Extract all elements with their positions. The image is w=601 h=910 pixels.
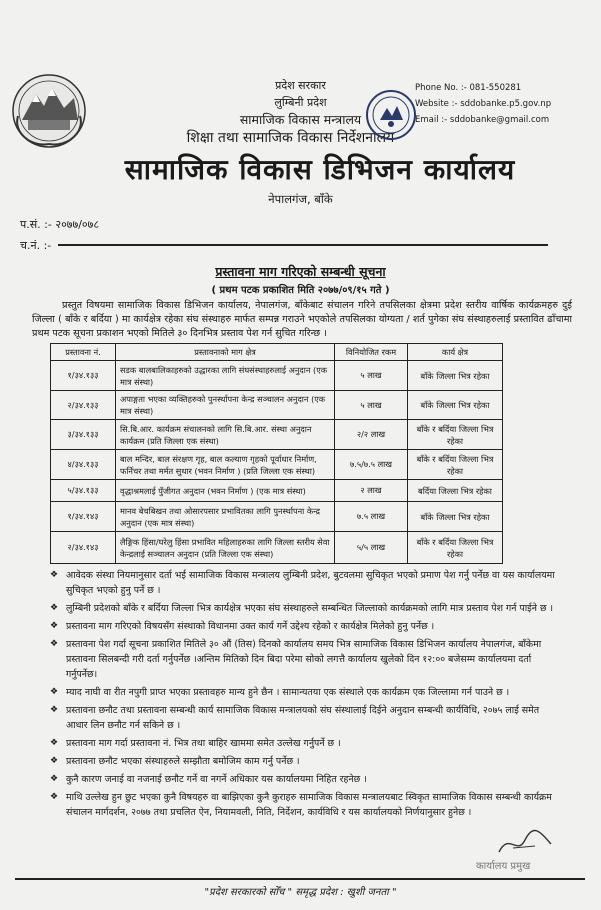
cell-region: बर्दिया जिल्ला भित्र रहेका — [408, 480, 503, 502]
cell-ref: १/३४.१४३ — [51, 502, 116, 532]
notice-intro: प्रस्तुत विषयमा सामाजिक विकास डिभिजन कार्यालय, नेपालगंज, बाँकेबाट संचालन गरिने तपसिलका क्षेत्रमा प्रदेश स्तरीय वार्षिक कार्यक्रमहरु दुई जिल्ला ( बाँके र बर्दिया ) मा कार्यक्षेत्र रहेका संघ संस्थाहरु मार्फत सम्पन्न गराउने भएकोले तपसिलका योग्यता / शर्त पुगेका संघ संस्थाहरुलाई प्रस्तावित ढाँचामा प्रथम पटक सूचना प्रकाशन भएको मितिले ३० दिनभित्र प्रस्ताव पेश गर्न सुचित गरिन्छ । — [32, 300, 572, 339]
cell-amount: ५ लाख — [335, 361, 408, 391]
header-line-3: सामाजिक विकास मन्त्रालय — [239, 112, 362, 127]
column-header-area: प्रस्तावनाको माग क्षेत्र — [116, 344, 335, 361]
cell-amount: ५/५ लाख — [335, 532, 408, 564]
cell-region: बाँके जिल्ला भित्र रहेका — [408, 502, 503, 532]
patra-number: प.सं. :- २०७७/०७८ — [20, 218, 100, 231]
table-row — [51, 361, 503, 391]
cell-area: मानव बेचबिखन तथा ओसारपसार प्रभावितका लागि पुनर्स्थापना केन्द्र अनुदान (एक मात्र संस्था) — [116, 502, 335, 532]
cell-area: सडक बालबालिकाहरुको उद्धारका लागि संघसंस्थाहरुलाई अनुदान (एक मात्र संस्था) — [116, 361, 335, 391]
cell-region: बाँके र बर्दिया जिल्ला भित्र रहेका — [408, 420, 503, 450]
cell-area: बाल मन्दिर, बाल संरक्षण गृह, बाल कल्याण गृहको पूर्वाधार निर्माण, फर्निचर तथा मर्मत सुधार (भवन निर्माण ) (प्रति जिल्ला एक संस्था) — [116, 450, 335, 480]
header-line-4: शिक्षा तथा सामाजिक विकास निर्देशनालय — [186, 130, 395, 146]
list-item: ❖ आवेदक संस्था नियमानुसार दर्ता भई सामाजिक विकास मन्त्रालय लुम्बिनी प्रदेश, बुटवलमा सुचिकृत भएको प्रमाण पेश गर्नु पर्नेछ वा यस कार्यालयमा सुचिकृत भएको हुनु पर्ने छ । — [50, 568, 560, 598]
signature-icon — [495, 826, 555, 860]
phone-number: Phone No. :- 081-550281 — [415, 83, 522, 93]
cell-amount: ७.५/७.५ लाख — [335, 450, 408, 480]
header-line-2: लुम्बिनी प्रदेश — [274, 96, 327, 109]
list-item: ❖ लुम्बिनी प्रदेशको बाँके र बर्दिया जिल्ला भित्र कार्यक्षेत्र भएका संघ संस्थाहरुले सम्बन्धित जिल्लाको कार्यक्रमको लागि मात्र प्रस्ताव पेश गर्न पाईने छ । — [50, 601, 560, 616]
cell-area: अपाङ्गता भएका व्यक्तिहरुको पुनर्स्थापना केन्द्र सञ्चालन अनुदान (एक मात्र संस्था) — [116, 391, 335, 420]
column-header-amount: विनियोजित रकम — [335, 344, 408, 361]
table-row — [51, 532, 503, 564]
table-header-row — [51, 344, 503, 361]
table-row — [51, 391, 503, 420]
cell-area: लैङ्गिक हिंसा/घरेलु हिंसा प्रभावित महिलाहरुका लागि जिल्ला स्तरीय सेवा केन्द्रलाई सञ्चालन अनुदान (प्रति जिल्ला एक संस्था) — [116, 532, 335, 564]
notice-title: प्रस्तावना माग गरिएको सम्बन्धी सूचना — [215, 264, 386, 279]
cell-amount: ७.५ लाख — [335, 502, 408, 532]
office-seal-icon — [366, 90, 416, 140]
conditions-list — [50, 568, 560, 823]
cell-ref: ४/३४.१३३ — [51, 450, 116, 480]
cell-area: सि.बि.आर. कार्यक्रम संचालनको लागि सि.बि.आर. संस्था अनुदान कार्यक्रम (प्रति जिल्ला एक संस्था) — [116, 420, 335, 450]
header-divider — [58, 244, 548, 246]
program-table — [50, 343, 503, 564]
header-line-1: प्रदेश सरकार — [275, 79, 326, 92]
email-link[interactable]: Email :- sddobanke@gmail.com — [415, 115, 550, 125]
list-item: ❖ प्रस्तावना पेश गर्दा सूचना प्रकाशित मितिले ३० औं (तिस) दिनको कार्यालय समय भित्र सामाजिक विकास डिभिजन कार्यालय नेपालगंज, बाँकेमा प्रस्तावना सिलबन्दी गरी दर्ता गर्नुपर्नेछ ।अन्तिम मितिको दिन बिदा परेमा सोको लगत्तै कार्यालय खुलेको दिन १२:०० बजेसम्म कार्यालयमा दर्ता गर्नुपर्नेछ। — [50, 637, 560, 682]
footer-divider — [15, 878, 585, 880]
cell-ref: ३/३४.१३३ — [51, 420, 116, 450]
cell-region: बाँके जिल्ला भित्र रहेका — [408, 361, 503, 391]
cell-ref: ५/३४.१३३ — [51, 480, 116, 502]
contact-block — [415, 80, 595, 128]
cell-area: वृद्धाश्रमलाई पुँजीगत अनुदान (भवन निर्माण ) (एक मात्र संस्था) — [116, 480, 335, 502]
table-row — [51, 502, 503, 532]
cell-amount: २/२ लाख — [335, 420, 408, 450]
cell-ref: १/३४.१३३ — [51, 361, 116, 391]
cell-region: बाँके जिल्ला भित्र रहेका — [408, 391, 503, 420]
notice-subtitle: ( प्रथम पटक प्रकाशित मिति २०७७/०९/१५ गते ) — [211, 285, 390, 296]
cell-region: बाँके र बर्दिया जिल्ला भित्र रहेका — [408, 532, 503, 564]
office-location: नेपालगंज, बाँके — [268, 192, 333, 206]
signatory-title: कार्यालय प्रमुख — [476, 861, 531, 872]
list-item: ❖ प्रस्तावना छनौट तथा प्रस्तावना सम्बन्धी कार्य सामाजिक विकास मन्त्रालयको संघ संस्थालाई दिईने अनुदान सम्बन्धी कार्यविधि, २०७५ लाई समेत आधार लिन छनौट गर्न सकिने छ । — [50, 703, 560, 733]
cell-region: बाँके र बर्दिया जिल्ला भित्र रहेका — [408, 450, 503, 480]
list-item: ❖ म्याद नाघी वा रीत नपुगी प्राप्त भएका प्रस्तावहरु मान्य हुने छैन । सामान्यतया एक संस्थाले एक कार्यक्रम एक जिल्लामा गर्न पाउने छ । — [50, 685, 560, 700]
list-item: ❖ प्रस्तावना माग गरिएको विषयसँग संस्थाको विधानमा उक्त कार्य गर्ने उद्देश्य रहेको र कार्यक्षेत्र मिलेको हुनु पर्नेछ । — [50, 619, 560, 634]
table-row — [51, 480, 503, 502]
website-link[interactable]: Website :- sddobanke.p5.gov.np — [415, 99, 552, 109]
cell-ref: २/३४.१४३ — [51, 532, 116, 564]
list-item: ❖ माथि उल्लेख हुन छुट भएका कुनै विषयहरु वा बाझिएका कुनै कुराहरु सामाजिक विकास मन्त्रालयबाट स्विकृत सामाजिक विकास सम्बन्धी कार्यक्रम संचालन मार्गदर्शन, २०७७ तथा प्रचलित ऐन, नियामवली, निति, निर्देशन, कार्यविधि र यस कार्यालयको निर्णयानुसार हुनेछ । — [50, 790, 560, 820]
list-item: ❖ कुनै कारण जनाई वा नजनाई छनौट गर्ने वा नगर्ने अधिकार यस कार्यालयमा निहित रहनेछ । — [50, 772, 560, 787]
office-name: सामाजिक विकास डिभिजन कार्यालय — [124, 153, 516, 186]
table-row — [51, 450, 503, 480]
column-header-region: कार्य क्षेत्र — [408, 344, 503, 361]
table-row — [51, 420, 503, 450]
column-header-ref: प्रस्तावना नं. — [51, 344, 116, 361]
list-item: ❖ प्रस्तावना माग गर्दा प्रस्तावना नं. भित्र तथा बाहिर खाममा समेत उल्लेख गर्नुपर्ने छ । — [50, 736, 560, 751]
cell-ref: २/३४.१३३ — [51, 391, 116, 420]
cell-amount: २ लाख — [335, 480, 408, 502]
footer-motto: "प्रदेश सरकारको सोँच " समृद्ध प्रदेश : खुशी जनता " — [204, 887, 397, 898]
chalani-number: च.नं. :- — [20, 239, 52, 252]
cell-amount: ५ लाख — [335, 391, 408, 420]
list-item: ❖ प्रस्तावना छनौट भएका संस्थाहरुले सम्झौता बमोजिम काम गर्नु पर्नेछ । — [50, 754, 560, 769]
